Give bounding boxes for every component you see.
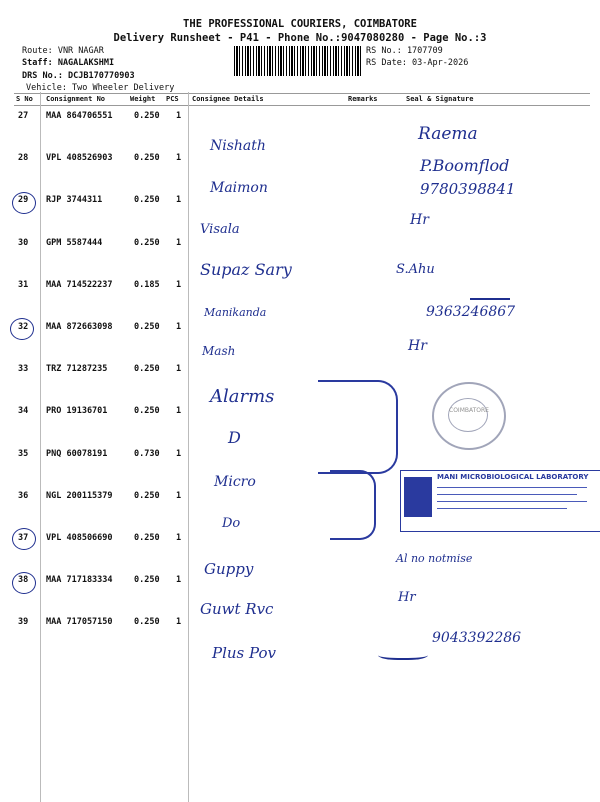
weight-value: 0.250 bbox=[134, 322, 160, 332]
serial-number: 30 bbox=[18, 238, 29, 248]
consignment-number: NGL 200115379 bbox=[46, 491, 113, 501]
header-rule-bottom bbox=[14, 105, 590, 106]
col-seal-signature: Seal & Signature bbox=[406, 95, 474, 103]
handwritten-consignee: D bbox=[228, 428, 241, 447]
handwritten-consignee: Guppy bbox=[204, 560, 254, 578]
pcs-value: 1 bbox=[176, 280, 182, 290]
handwritten-consignee: Plus Pov bbox=[212, 644, 277, 662]
weight-value: 0.250 bbox=[134, 238, 160, 248]
handwritten-consignee: Do bbox=[222, 516, 241, 531]
serial-number: 36 bbox=[18, 491, 29, 501]
serial-number: 37 bbox=[18, 533, 29, 543]
col-consignment: Consignment No bbox=[46, 95, 106, 103]
pcs-value: 1 bbox=[176, 491, 182, 501]
col-consignee: Consignee Details bbox=[192, 95, 264, 103]
hand-bracket bbox=[318, 380, 398, 474]
rs-number: RS No.: 1707709 bbox=[366, 46, 443, 56]
weight-value: 0.250 bbox=[134, 533, 160, 543]
signature-scribble bbox=[470, 292, 510, 300]
serial-number: 31 bbox=[18, 280, 29, 290]
pcs-value: 1 bbox=[176, 322, 182, 332]
pcs-value: 1 bbox=[176, 575, 182, 585]
serial-number: 28 bbox=[18, 153, 29, 163]
table-row bbox=[0, 322, 600, 338]
weight-value: 0.730 bbox=[134, 449, 160, 459]
consignment-number: RJP 3744311 bbox=[46, 195, 103, 205]
lab-logo bbox=[404, 477, 432, 517]
consignment-number: MAA 714522237 bbox=[46, 280, 113, 290]
pcs-value: 1 bbox=[176, 153, 182, 163]
consignment-number: VPL 408506690 bbox=[46, 533, 113, 543]
handwritten-signature: Raema bbox=[418, 124, 478, 144]
handwritten-remark: Al no notmise bbox=[396, 552, 473, 565]
lab-stamp-name: MANI MICROBIOLOGICAL LABORATORY bbox=[437, 473, 589, 481]
table-row bbox=[0, 406, 600, 422]
handwritten-signature: S.Ahu bbox=[396, 262, 435, 277]
serial-number: 33 bbox=[18, 364, 29, 374]
weight-value: 0.250 bbox=[134, 575, 160, 585]
handwritten-consignee: Supaz Sary bbox=[200, 260, 292, 279]
table-row bbox=[0, 111, 600, 127]
handwritten-initials: Hr bbox=[410, 212, 429, 228]
handwritten-consignee: Alarms bbox=[210, 386, 275, 407]
pcs-value: 1 bbox=[176, 533, 182, 543]
pcs-value: 1 bbox=[176, 111, 182, 121]
handwritten-consignee: Guwt Rvc bbox=[200, 600, 274, 618]
handwritten-consignee: Manikanda bbox=[204, 306, 267, 319]
serial-number: 27 bbox=[18, 111, 29, 121]
rs-date: RS Date: 03-Apr-2026 bbox=[366, 58, 469, 68]
consignment-number: VPL 408526903 bbox=[46, 153, 113, 163]
handwritten-consignee: Mash bbox=[202, 344, 236, 358]
consignment-number: TRZ 71287235 bbox=[46, 364, 108, 374]
staff-label: Staff: NAGALAKSHMI bbox=[22, 58, 115, 68]
consignment-number: MAA 717057150 bbox=[46, 617, 113, 627]
consignment-number: PRO 19136701 bbox=[46, 406, 108, 416]
weight-value: 0.250 bbox=[134, 195, 160, 205]
runsheet-subtitle: Delivery Runsheet - P41 - Phone No.:9047080280 - Page No.:3 bbox=[113, 32, 487, 44]
table-row bbox=[0, 364, 600, 380]
hand-bracket bbox=[330, 470, 376, 540]
weight-value: 0.250 bbox=[134, 111, 160, 121]
handwritten-phone: 9780398841 bbox=[420, 180, 516, 198]
handwritten-consignee: Micro bbox=[214, 474, 256, 490]
pcs-value: 1 bbox=[176, 406, 182, 416]
lab-stamp bbox=[400, 470, 600, 532]
pcs-value: 1 bbox=[176, 195, 182, 205]
serial-number: 39 bbox=[18, 617, 29, 627]
serial-number: 34 bbox=[18, 406, 29, 416]
round-seal-text: COIMBATORE bbox=[449, 407, 489, 414]
handwritten-consignee: Nishath bbox=[210, 138, 266, 154]
circle-mark bbox=[10, 318, 34, 340]
handwritten-initials: Hr bbox=[408, 338, 427, 354]
drs-label: DRS No.: DCJB170770903 bbox=[22, 71, 135, 81]
weight-value: 0.250 bbox=[134, 491, 160, 501]
table-row bbox=[0, 575, 600, 591]
handwritten-phone: 9363246867 bbox=[426, 304, 516, 320]
consignment-number: MAA 872663098 bbox=[46, 322, 113, 332]
route-label: Route: VNR NAGAR bbox=[22, 46, 104, 56]
consignment-number: GPM 5587444 bbox=[46, 238, 103, 248]
circle-mark bbox=[12, 192, 36, 214]
col-remarks: Remarks bbox=[348, 95, 378, 103]
vehicle-label: Vehicle: Two Wheeler Delivery bbox=[26, 83, 175, 93]
consignment-number: MAA 864706551 bbox=[46, 111, 113, 121]
col-weight: Weight bbox=[130, 95, 156, 103]
serial-number: 35 bbox=[18, 449, 29, 459]
weight-value: 0.185 bbox=[134, 280, 160, 290]
table-row bbox=[0, 238, 600, 254]
table-row bbox=[0, 533, 600, 549]
handwritten-consignee: Visala bbox=[200, 222, 240, 237]
serial-number: 32 bbox=[18, 322, 29, 332]
serial-number: 29 bbox=[18, 195, 29, 205]
pcs-value: 1 bbox=[176, 617, 182, 627]
circle-mark bbox=[12, 572, 36, 594]
weight-value: 0.250 bbox=[134, 364, 160, 374]
handwritten-phone: 9043392286 bbox=[432, 630, 522, 646]
consignment-number: PNQ 60078191 bbox=[46, 449, 108, 459]
circle-mark bbox=[12, 528, 36, 550]
weight-value: 0.250 bbox=[134, 153, 160, 163]
round-seal bbox=[432, 382, 506, 450]
col-pcs: PCS bbox=[166, 95, 179, 103]
pcs-value: 1 bbox=[176, 364, 182, 374]
weight-value: 0.250 bbox=[134, 617, 160, 627]
barcode bbox=[234, 46, 362, 76]
signature-scribble bbox=[378, 648, 428, 660]
header-rule-top bbox=[14, 93, 590, 94]
company-title: THE PROFESSIONAL COURIERS, COIMBATORE bbox=[183, 18, 417, 30]
consignment-number: MAA 717183334 bbox=[46, 575, 113, 585]
table-row bbox=[0, 449, 600, 465]
weight-value: 0.250 bbox=[134, 406, 160, 416]
serial-number: 38 bbox=[18, 575, 29, 585]
table-row bbox=[0, 280, 600, 296]
handwritten-signature: P.Boomflod bbox=[420, 156, 510, 175]
table-row bbox=[0, 153, 600, 169]
round-seal-inner bbox=[448, 398, 488, 432]
lab-stamp-address bbox=[437, 484, 587, 509]
handwritten-initials: Hr bbox=[398, 590, 416, 605]
col-sno: S No bbox=[16, 95, 33, 103]
handwritten-consignee: Maimon bbox=[210, 180, 268, 196]
pcs-value: 1 bbox=[176, 449, 182, 459]
pcs-value: 1 bbox=[176, 238, 182, 248]
